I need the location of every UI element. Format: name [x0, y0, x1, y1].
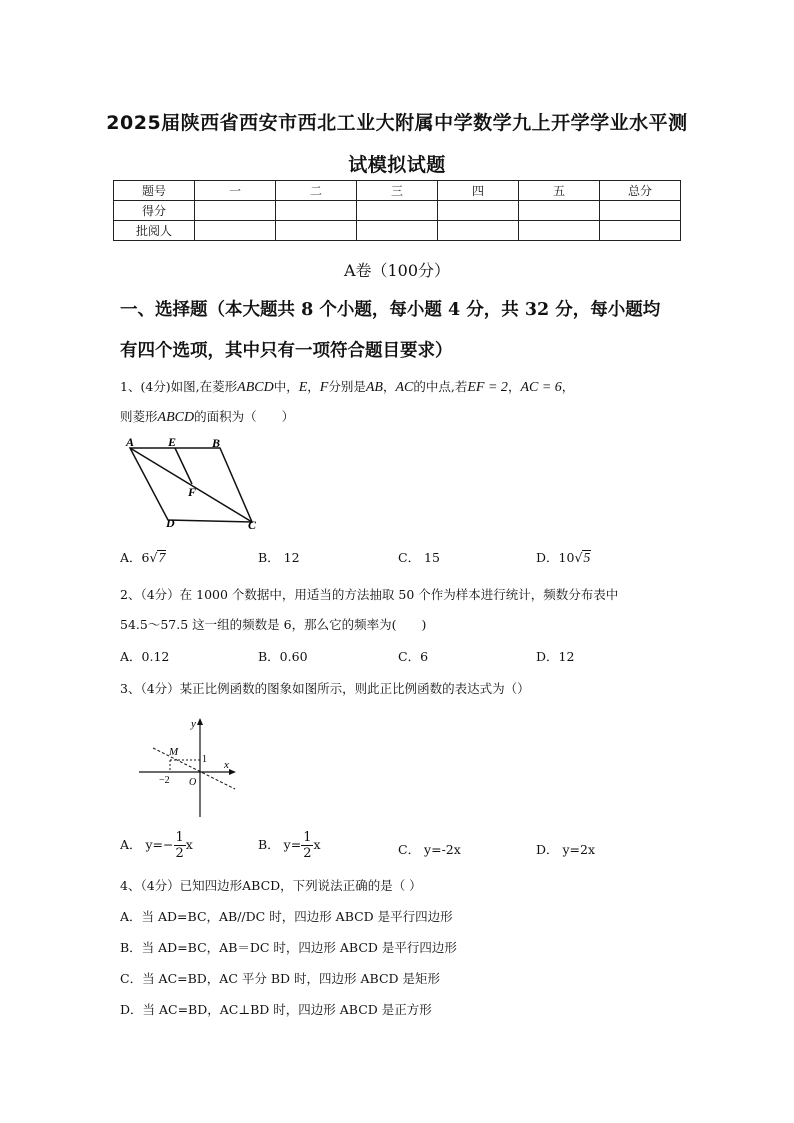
q1-math: AC: [395, 380, 414, 395]
q3-label-y: y: [191, 718, 196, 730]
q1-text: 分别是: [328, 379, 366, 394]
fraction-denominator: 2: [303, 846, 312, 861]
q3-option-b-suffix: x: [313, 837, 321, 852]
q4-option-c: C．当 AC=BD，AC 平分 BD 时，四边形 ABCD 是矩形: [120, 971, 441, 986]
q3-stem-line-1: 3、（4分）某正比例函数的图象如图所示，则此正比例函数的表达式为（）: [120, 681, 530, 696]
q1-option-a: [120, 548, 166, 567]
score-header-cell: 三: [357, 181, 438, 201]
q1-option-b: B． 12: [258, 550, 300, 565]
reviewer-cell: [276, 221, 357, 241]
score-row-label: 得分: [114, 201, 195, 221]
fraction-numerator: 1: [175, 830, 184, 845]
reviewer-cell: [600, 221, 681, 241]
volume-heading: A卷（100分）: [343, 261, 451, 280]
reviewer-cell: [195, 221, 276, 241]
q1-option-a-coef: 6: [141, 550, 150, 565]
q3-label-x: x: [224, 759, 229, 771]
q3-option-c: C． y=-2x: [398, 842, 461, 857]
title-line-2: 试模拟试题: [348, 154, 446, 176]
q1-text: 则菱形: [120, 409, 158, 424]
q1-math: ABCD: [237, 380, 274, 395]
q4-option-a: A．当 AD=BC，AB//DC 时，四边形 ABCD 是平行四边形: [120, 909, 453, 924]
q3-option-b-fraction: [301, 830, 313, 861]
q1-label-A: A: [126, 435, 135, 449]
q2-option-d: D．12: [536, 649, 575, 664]
section-heading-line-1: 一、选择题（本大题共 8 个小题，每小题 4 分，共 32 分，每小题均: [120, 300, 661, 320]
q1-math: AB: [365, 380, 383, 395]
score-cell: [195, 201, 276, 221]
q4-option-d: D．当 AC=BD，AC⊥BD 时，四边形 ABCD 是正方形: [120, 1002, 432, 1017]
q2-option-b: B．0.60: [258, 649, 308, 664]
q3-option-a-fraction: [174, 830, 186, 861]
score-header-cell: 题号: [114, 181, 195, 201]
q1-text: 中，: [273, 379, 299, 394]
reviewer-row: [114, 221, 681, 241]
score-cell: [276, 201, 357, 221]
q1-label-E: E: [168, 435, 177, 449]
score-header-cell: 四: [438, 181, 519, 201]
q3-label-neg2: −2: [159, 775, 170, 786]
q1-option-d-coef: 10: [558, 550, 575, 565]
q1-text: ，: [382, 379, 396, 394]
q1-text: ，: [307, 379, 320, 394]
q1-rhombus-figure: [120, 434, 270, 534]
score-table: [113, 180, 681, 241]
q1-option-a-prefix: A．: [120, 550, 142, 565]
q3-graph-figure: [135, 715, 245, 820]
q1-label-C: C: [248, 518, 257, 532]
q3-option-a-prefix: A． y=−: [120, 837, 174, 852]
section-heading-line-2: 有四个选项，其中只有一项符合题目要求）: [120, 341, 453, 361]
reviewer-cell: [438, 221, 519, 241]
q3-option-b-prefix: B． y=: [258, 837, 302, 852]
q1-text: 的面积为（ ）: [194, 409, 295, 424]
q1-text: ，: [561, 379, 575, 394]
q1-math: E: [298, 380, 308, 395]
q4-stem-line-1: 4、（4分）已知四边形ABCD，下列说法正确的是（ ）: [120, 878, 422, 893]
reviewer-row-label: 批阅人: [114, 221, 195, 241]
score-header-cell: 五: [519, 181, 600, 201]
q1-text: 的中点,若: [413, 379, 468, 394]
score-table-header-row: [114, 181, 681, 201]
q2-option-c: C．6: [398, 649, 429, 664]
q1-option-c: C． 15: [398, 550, 440, 565]
q1-math: F: [319, 380, 329, 395]
score-cell: [600, 201, 681, 221]
q3-option-a: [120, 830, 193, 861]
reviewer-cell: [357, 221, 438, 241]
q1-text: 1、(4分)如图,在菱形: [120, 379, 238, 394]
score-cell: [357, 201, 438, 221]
q1-label-F: F: [188, 485, 197, 499]
q1-math: AC = 6: [520, 380, 562, 395]
sqrt-symbol: √: [574, 550, 583, 565]
q3-label-O: O: [189, 777, 197, 788]
q1-math: ABCD: [157, 410, 195, 425]
q4-option-b: B．当 AD=BC，AB＝DC 时，四边形 ABCD 是平行四边形: [120, 940, 457, 955]
score-header-cell: 一: [195, 181, 276, 201]
q1-label-B: B: [212, 436, 221, 450]
q3-option-b: [258, 830, 321, 861]
q1-stem-line-2: [120, 407, 294, 426]
q1-label-D: D: [166, 516, 175, 530]
q3-label-M: M: [169, 746, 179, 758]
sqrt-symbol: √: [149, 550, 158, 565]
q1-option-d-radicand: 5: [583, 551, 591, 566]
q1-option-a-radicand: 7: [158, 551, 166, 566]
q1-math: EF = 2: [467, 380, 508, 395]
score-row: [114, 201, 681, 221]
q1-text: ，: [507, 379, 521, 394]
score-cell: [438, 201, 519, 221]
title-line-1: 2025届陕西省西安市西北工业大附属中学数学九上开学学业水平测: [106, 112, 688, 134]
score-header-cell: 二: [276, 181, 357, 201]
q2-option-a: A．0.12: [120, 649, 170, 664]
q3-label-one: 1: [202, 754, 207, 765]
q1-stem-line-1: [120, 377, 574, 396]
q2-stem-line-1: 2、（4分）在 1000 个数据中，用适当的方法抽取 50 个作为样本进行统计，频数分布表中: [120, 587, 619, 602]
score-header-cell: 总分: [600, 181, 681, 201]
q3-option-a-suffix: x: [185, 837, 193, 852]
fraction-numerator: 1: [303, 830, 312, 845]
q1-option-d: [536, 548, 591, 567]
fraction-denominator: 2: [175, 846, 184, 861]
score-cell: [519, 201, 600, 221]
q1-option-d-prefix: D．: [536, 550, 559, 565]
q2-stem-line-2: 54.5～57.5 这一组的频数是 6，那么它的频率为( ): [120, 617, 427, 632]
reviewer-cell: [519, 221, 600, 241]
q3-option-d: D． y=2x: [536, 842, 596, 857]
